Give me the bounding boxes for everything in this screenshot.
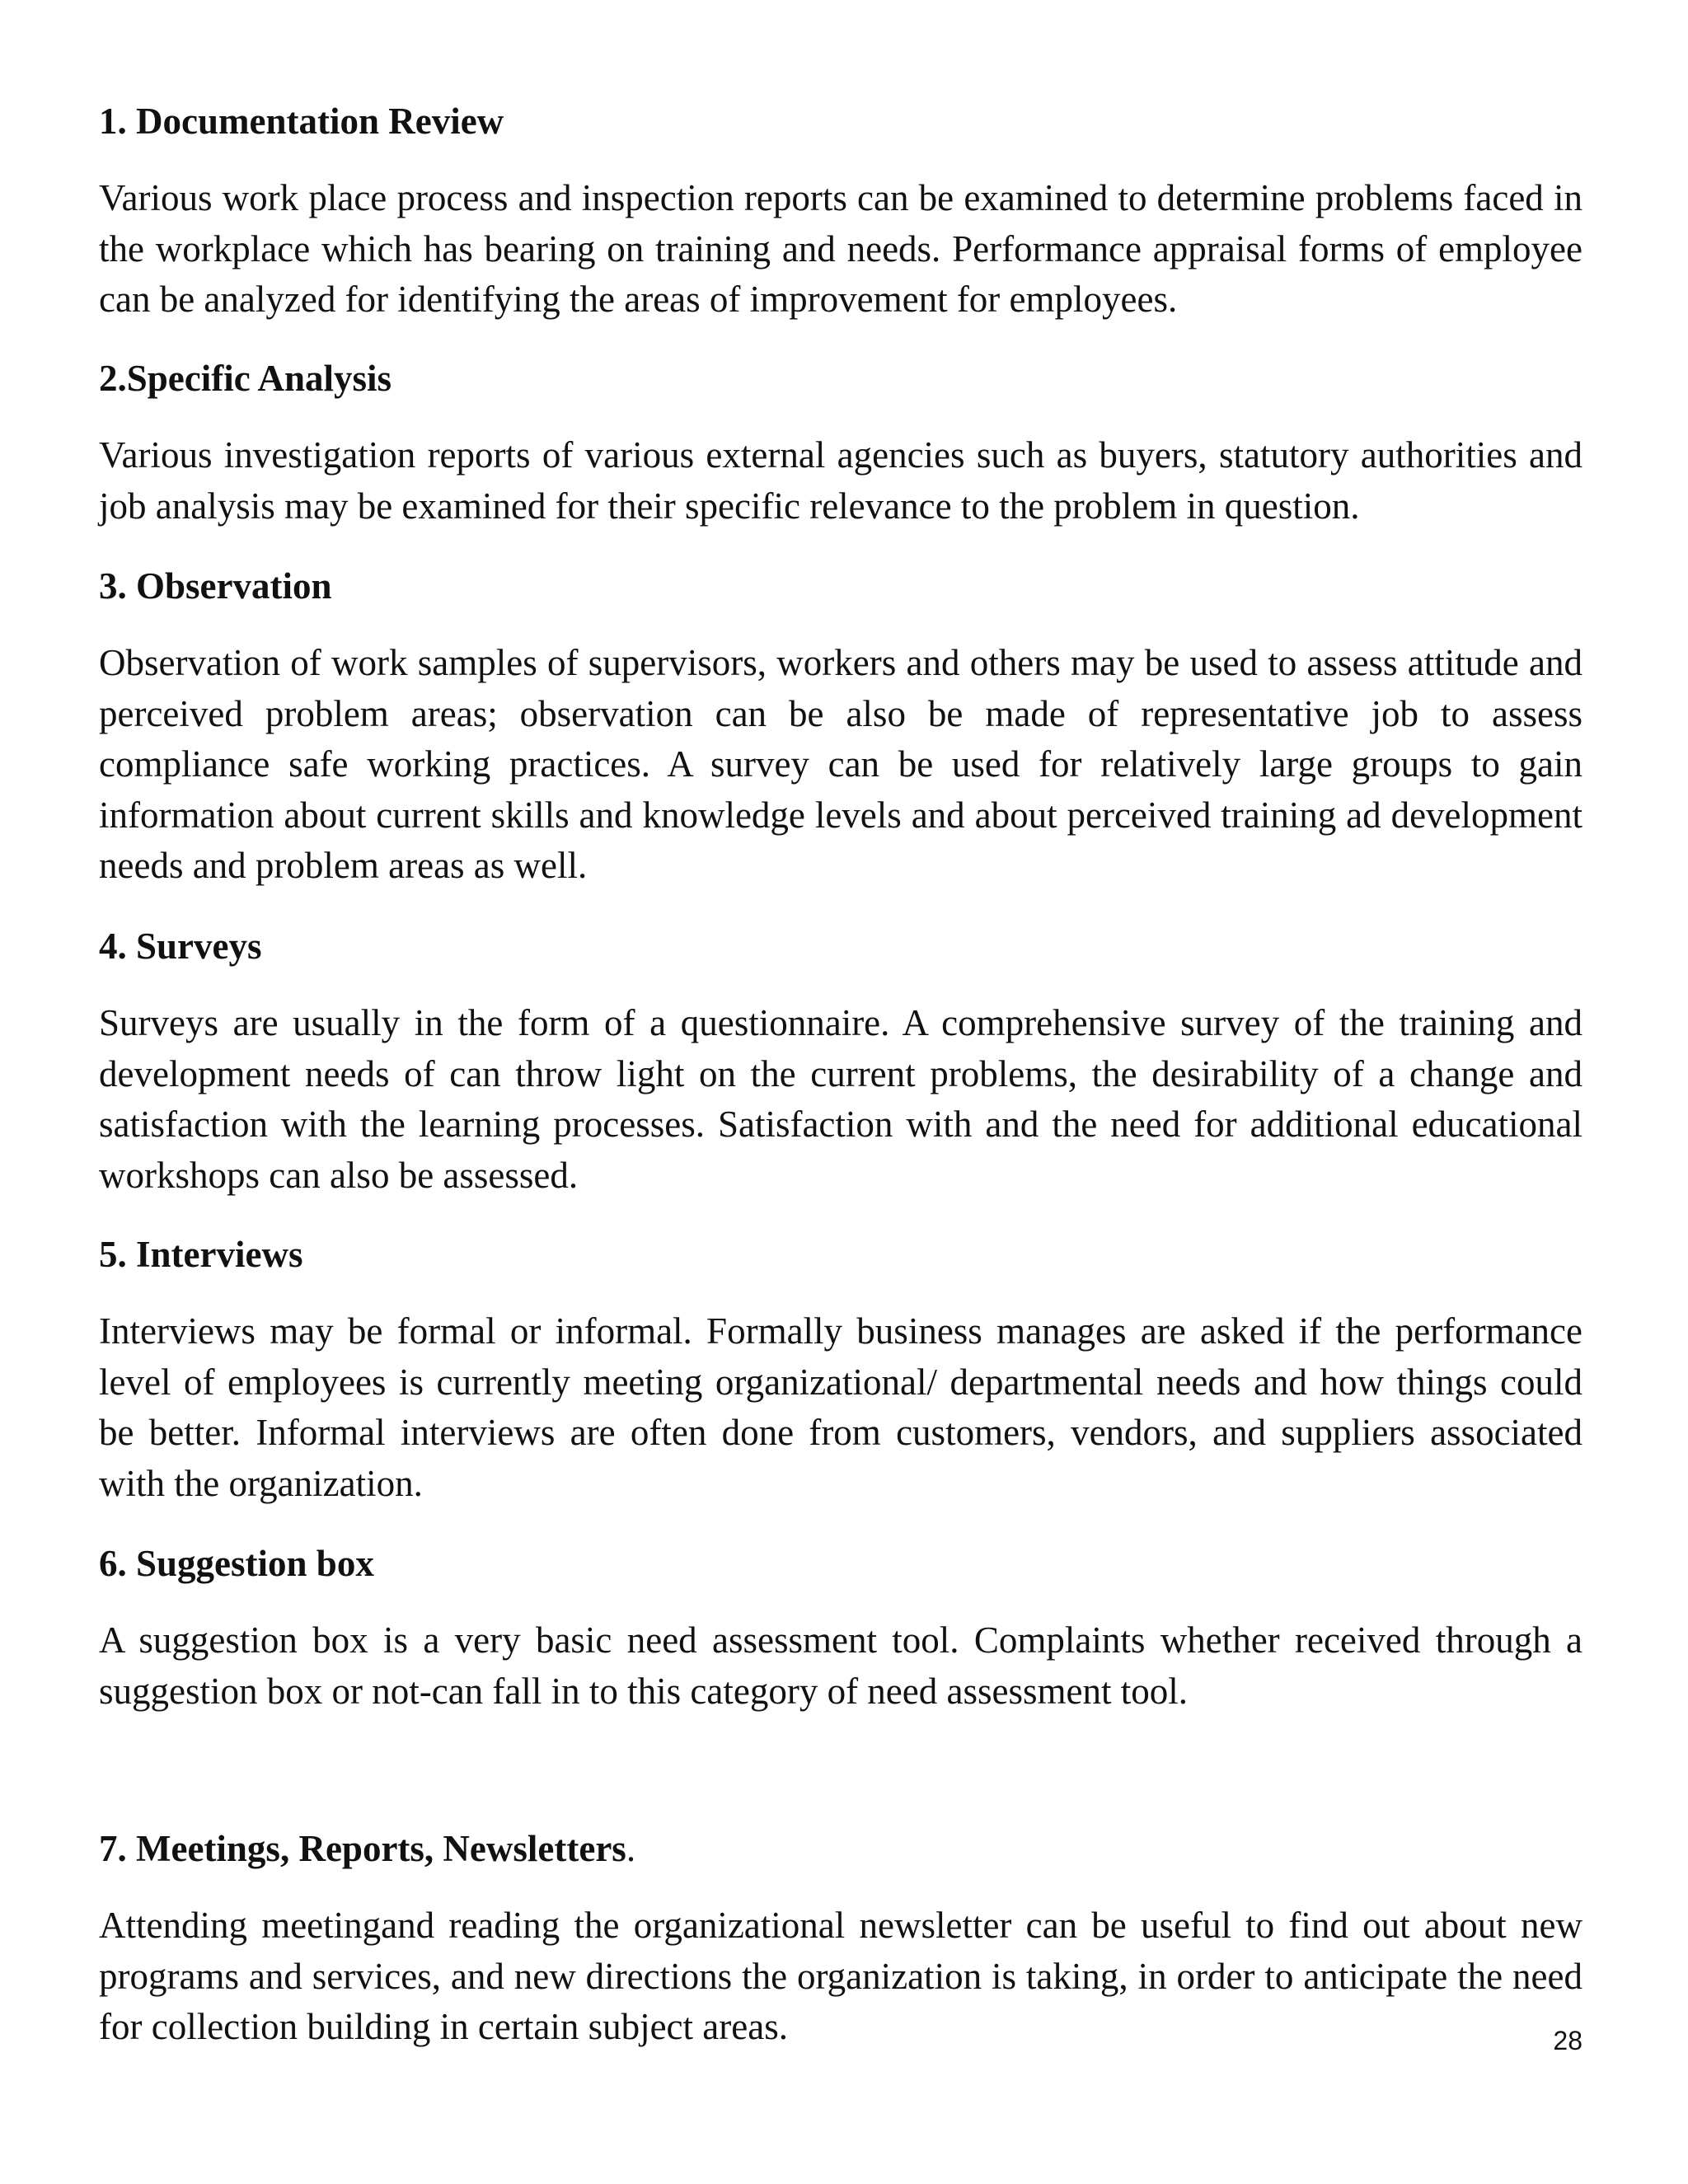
section-specific-analysis [99,353,1582,532]
section-heading: 4. Surveys [99,926,262,967]
document-page [99,0,1582,2184]
section-heading-text: 7. Meetings, Reports, Newsletters [99,1828,626,1869]
section-heading: 3. Observation [99,565,332,607]
section-surveys [99,921,1582,1201]
section-heading: 5. Interviews [99,1234,303,1275]
section-body: Various investigation reports of various external agencies such as buyers, statutory authorities and job analysis may be examined for their specific relevance to the problem in question. [99,434,1582,527]
section-heading: 1. Documentation Review [99,101,504,142]
section-body: Attending meetingand reading the organizational newsletter can be useful to find out about new programs and services, and new directions the organization is taking, in order to anticipate the need for collection building in certain subject areas. [99,1905,1582,2047]
section-interviews [99,1229,1582,1509]
section-body: A suggestion box is a very basic need assessment tool. Complaints whether received through a suggestion box or not-can fall in to this category of need assessment tool. [99,1619,1582,1712]
section-body: Surveys are usually in the form of a questionnaire. A comprehensive survey of the training and development needs of can throw light on the current problems, the desirability of a change and satisfaction with the learning processes. Satisfaction with and the need for additional educational workshops can also be assessed. [99,1002,1582,1196]
section-heading: 6. Suggestion box [99,1543,374,1584]
section-observation [99,560,1582,892]
section-heading-period: . [626,1828,636,1869]
section-body: Various work place process and inspection reports can be examined to determine problems faced in the workplace which has bearing on training and needs. Performance appraisal forms of employee can be analyzed for identifying the areas of improvement for employees. [99,177,1582,320]
section-body: Observation of work samples of supervisors, workers and others may be used to assess attitude and perceived problem areas; observation can be also be made of representative job to assess compliance safe working practices. A survey can be used for relatively large groups to gain information about current skills and knowledge levels and about perceived training ad development needs and problem areas as well. [99,642,1582,886]
page-number: 28 [1553,2026,1582,2055]
section-suggestion-box [99,1538,1582,1717]
section-heading: 2.Specific Analysis [99,358,392,399]
section-body: Interviews may be formal or informal. Formally business manages are asked if the performance level of employees is currently meeting organizational/ departmental needs and how things could be better. Informal interviews are often done from customers, vendors, and suppliers associated with the organization. [99,1310,1582,1504]
section-heading [99,1823,1582,1874]
section-documentation-review [99,96,1582,326]
section-meetings-reports-newsletters [99,1823,1582,2053]
